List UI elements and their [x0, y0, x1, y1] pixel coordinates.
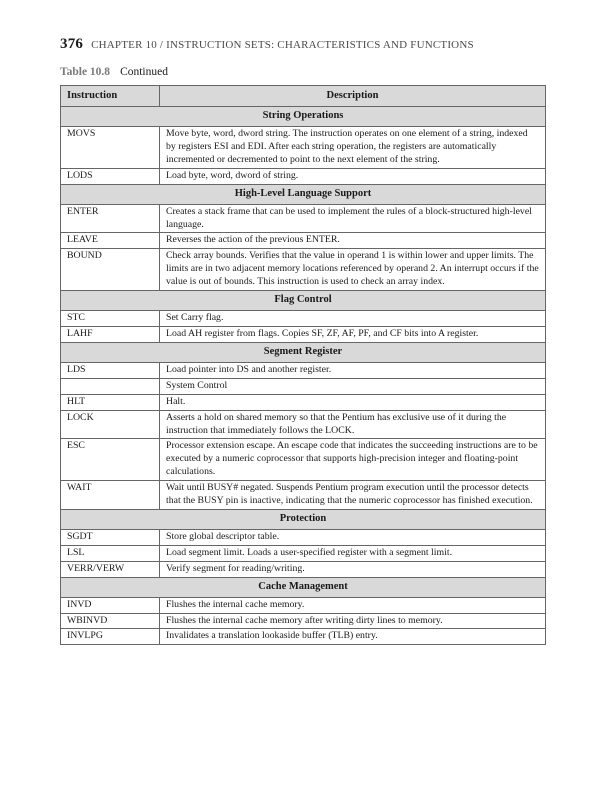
section-row: [61, 577, 546, 597]
table-row: [61, 326, 546, 342]
description-cell: Load pointer into DS and another register.: [160, 362, 546, 378]
table-row: [61, 394, 546, 410]
table-row: [61, 529, 546, 545]
table-row: [61, 545, 546, 561]
description-cell: Creates a stack frame that can be used to implement the rules of a block-structured high-level language.: [160, 204, 546, 233]
instruction-cell: LAHF: [61, 326, 160, 342]
running-header: [60, 36, 474, 53]
description-cell: Load byte, word, dword of string.: [160, 168, 546, 184]
section-title: String Operations: [61, 107, 546, 127]
instruction-cell: INVD: [61, 597, 160, 613]
instruction-cell: LSL: [61, 545, 160, 561]
table-row: [61, 168, 546, 184]
instruction-cell: WAIT: [61, 481, 160, 510]
table-label: Table 10.8: [60, 66, 111, 78]
description-cell: Asserts a hold on shared memory so that the Pentium has exclusive use of it during the instruction that immediately follows the LOCK.: [160, 410, 546, 439]
table-row: [61, 311, 546, 327]
instruction-cell: STC: [61, 311, 160, 327]
description-cell: Wait until BUSY# negated. Suspends Pentium program execution until the processor detects that the BUSY pin is inactive, indicating that the numeric coprocessor has finished execution.: [160, 481, 546, 510]
instruction-cell: MOVS: [61, 127, 160, 169]
instruction-table: [60, 85, 546, 645]
description-cell: Processor extension escape. An escape code that indicates the succeeding instructions are to be executed by a numeric coprocessor that supports high-precision integer and floating-point calculations.: [160, 439, 546, 481]
instruction-cell: LDS: [61, 362, 160, 378]
section-row: [61, 184, 546, 204]
description-cell: Store global descriptor table.: [160, 529, 546, 545]
description-cell: Load AH register from flags. Copies SF, ZF, AF, PF, and CF bits into A register.: [160, 326, 546, 342]
table-body: [61, 107, 546, 645]
description-cell: Flushes the internal cache memory.: [160, 597, 546, 613]
instruction-cell: INVLPG: [61, 629, 160, 645]
instruction-cell: WBINVD: [61, 613, 160, 629]
table-row: [61, 481, 546, 510]
column-header-instruction: Instruction: [61, 86, 160, 107]
table-row: [61, 249, 546, 291]
table-header-row: [61, 86, 546, 107]
description-cell: Halt.: [160, 394, 546, 410]
instruction-cell: LEAVE: [61, 233, 160, 249]
section-row: [61, 509, 546, 529]
section-title: Protection: [61, 509, 546, 529]
instruction-cell: VERR/VERW: [61, 561, 160, 577]
page-number: 376: [60, 36, 84, 52]
table-row: [61, 613, 546, 629]
description-cell: System Control: [160, 378, 546, 394]
description-cell: Move byte, word, dword string. The instruction operates on one element of a string, indexed by registers ESI and EDI. After each string operation, the registers are automatically incremented or decremented to point to the next element of the string.: [160, 127, 546, 169]
description-cell: Reverses the action of the previous ENTER.: [160, 233, 546, 249]
table-row: [61, 561, 546, 577]
instruction-cell: [61, 378, 160, 394]
instruction-cell: BOUND: [61, 249, 160, 291]
description-cell: Invalidates a translation lookaside buffer (TLB) entry.: [160, 629, 546, 645]
table-row: [61, 204, 546, 233]
instruction-cell: HLT: [61, 394, 160, 410]
description-cell: Set Carry flag.: [160, 311, 546, 327]
section-title: Flag Control: [61, 291, 546, 311]
instruction-cell: LODS: [61, 168, 160, 184]
table-caption-text: Continued: [120, 66, 168, 78]
instruction-cell: LOCK: [61, 410, 160, 439]
instruction-cell: SGDT: [61, 529, 160, 545]
section-row: [61, 291, 546, 311]
section-row: [61, 342, 546, 362]
table-row: [61, 362, 546, 378]
table-row: [61, 233, 546, 249]
section-row: [61, 107, 546, 127]
table-row: [61, 410, 546, 439]
description-cell: Verify segment for reading/writing.: [160, 561, 546, 577]
table-row: [61, 597, 546, 613]
table-row: [61, 127, 546, 169]
instruction-cell: ESC: [61, 439, 160, 481]
section-title: High-Level Language Support: [61, 184, 546, 204]
table-row: [61, 378, 546, 394]
table-caption: [60, 66, 168, 78]
table-row: [61, 629, 546, 645]
section-title: Cache Management: [61, 577, 546, 597]
instruction-cell: ENTER: [61, 204, 160, 233]
description-cell: Check array bounds. Verifies that the value in operand 1 is within lower and upper limits. The limits are in two adjacent memory locations referenced by operand 2. An interrupt occurs if the value is out of bounds. This instruction is used to check an array index.: [160, 249, 546, 291]
table-row: [61, 439, 546, 481]
section-title: Segment Register: [61, 342, 546, 362]
chapter-title: CHAPTER 10 / INSTRUCTION SETS: CHARACTERISTICS AND FUNCTIONS: [91, 39, 474, 51]
description-cell: Load segment limit. Loads a user-specified register with a segment limit.: [160, 545, 546, 561]
description-cell: Flushes the internal cache memory after writing dirty lines to memory.: [160, 613, 546, 629]
column-header-description: Description: [160, 86, 546, 107]
